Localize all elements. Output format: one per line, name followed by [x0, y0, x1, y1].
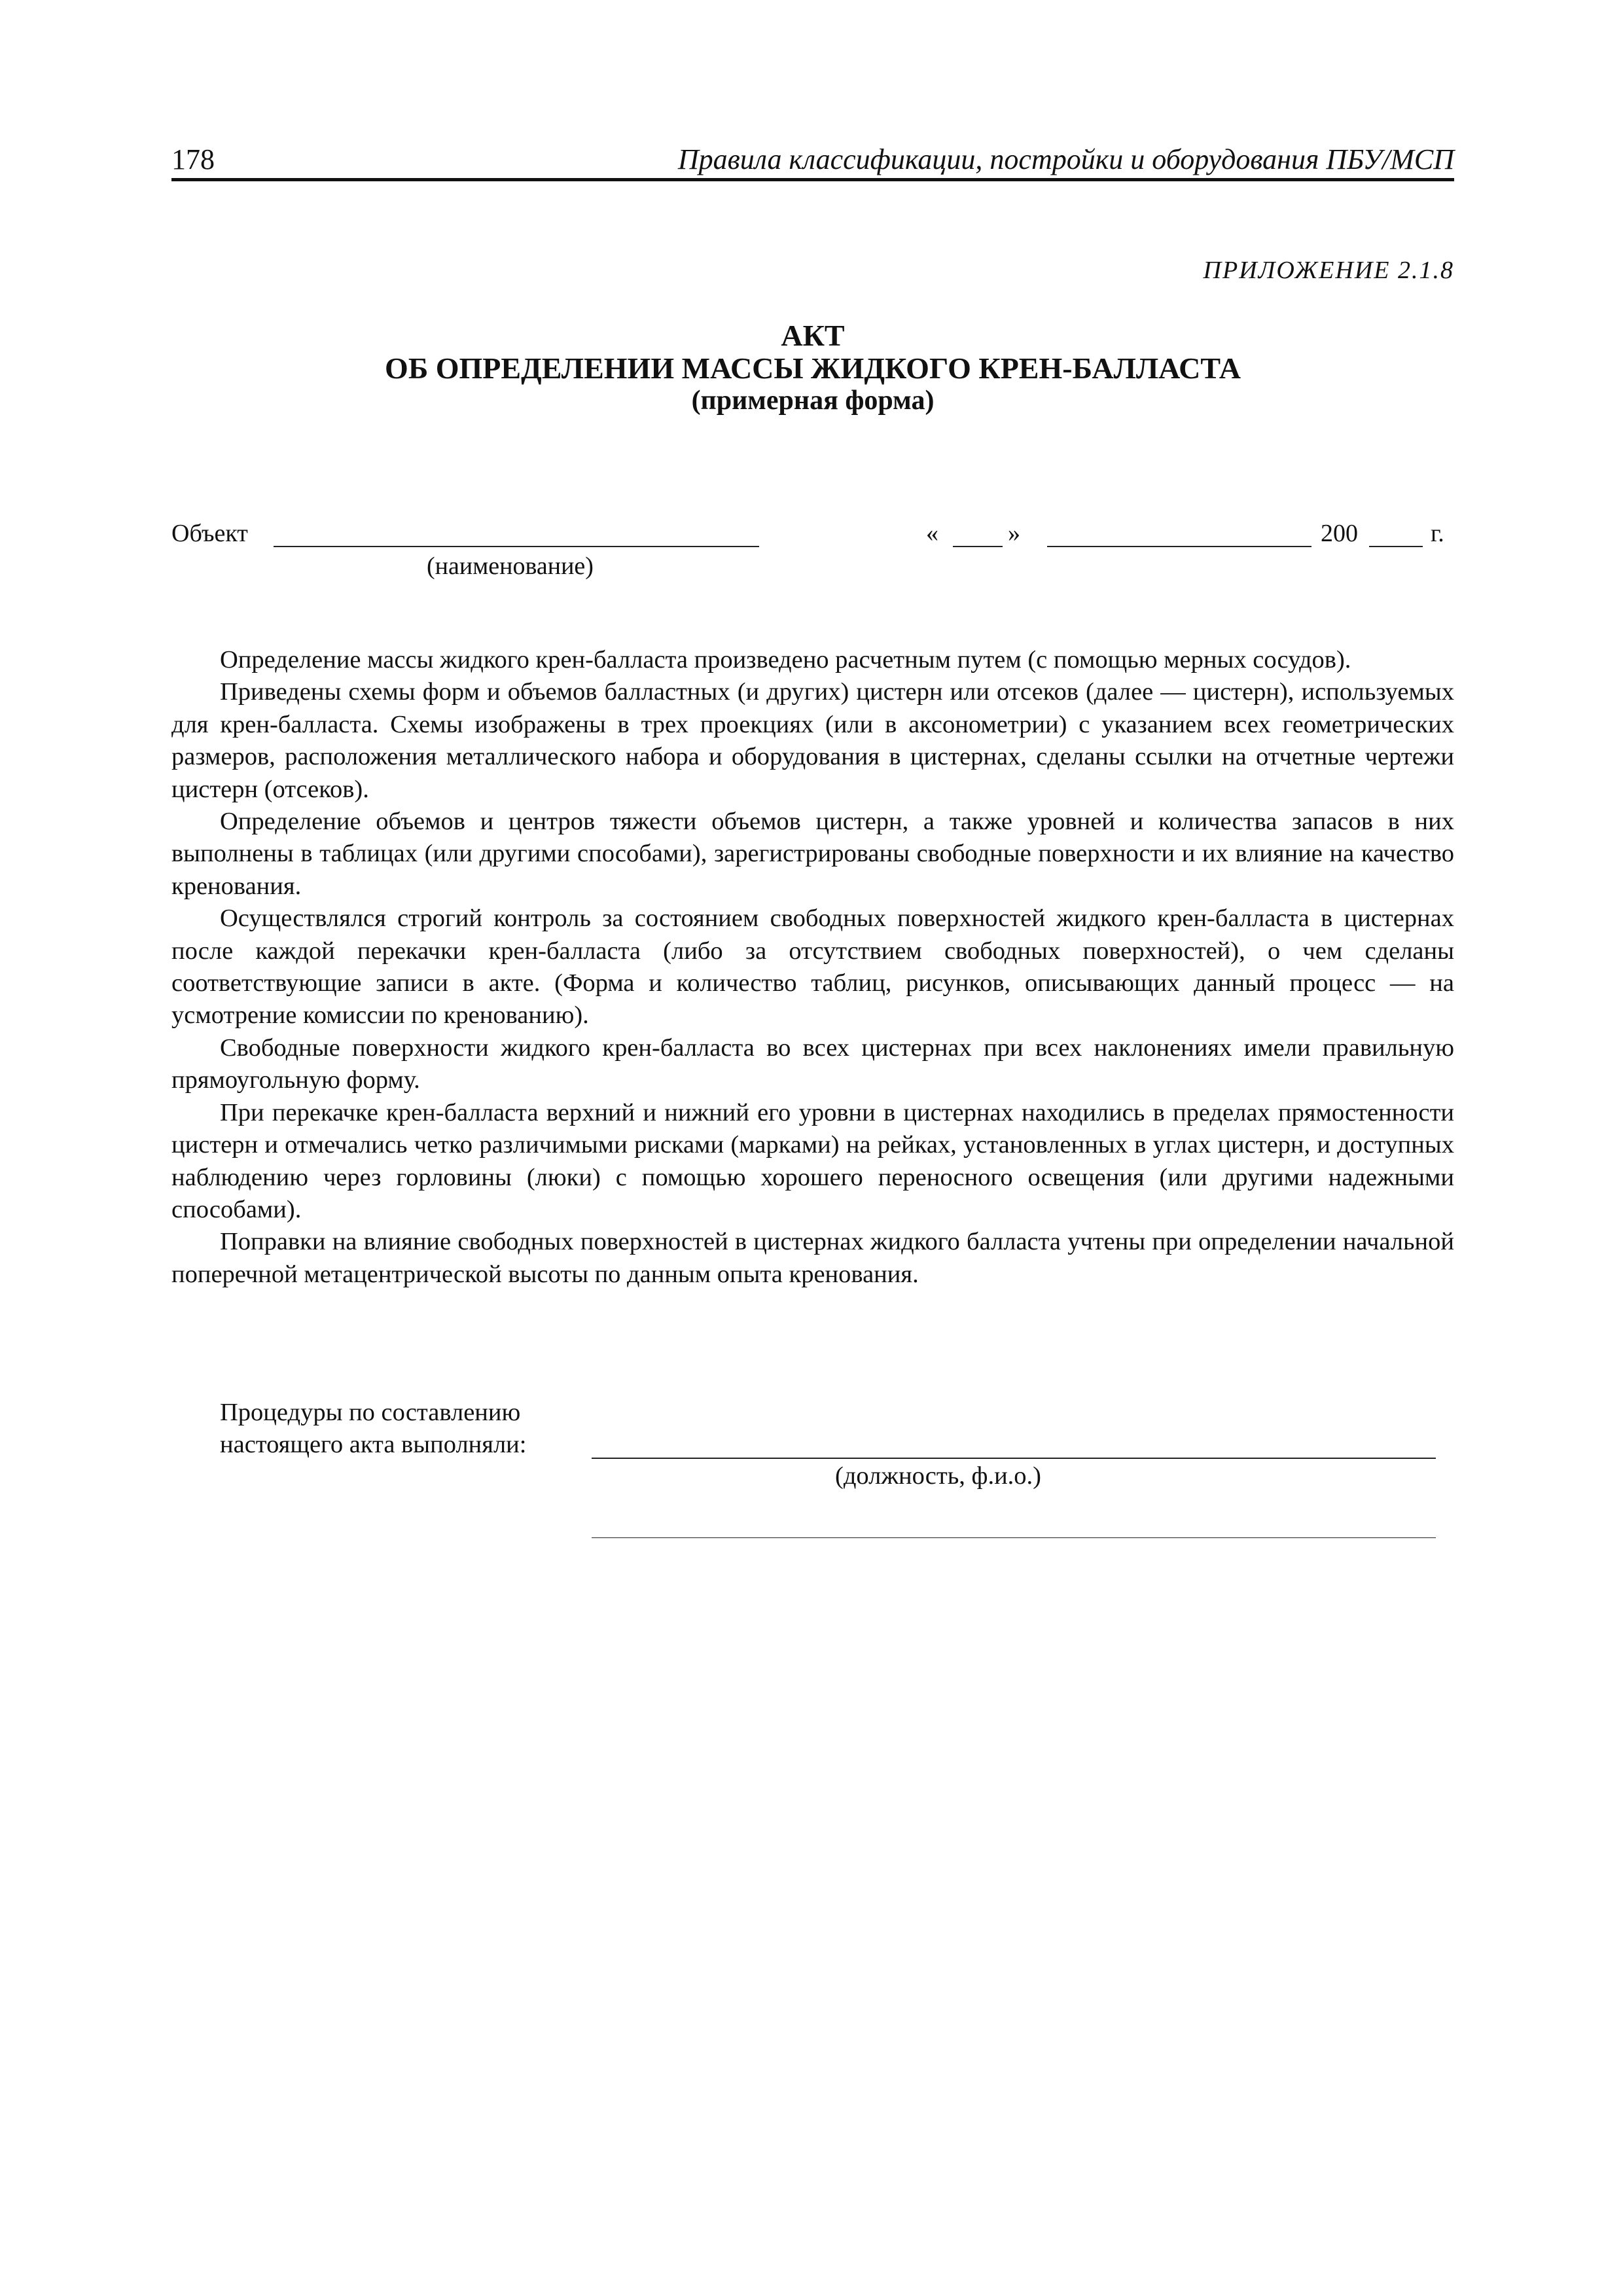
signature-block — [220, 1397, 527, 1462]
paragraph: Приведены схемы форм и объемов балластных (и других) цистерн или отсеков (далее — цистерн), используемых для крен-балласта. Схемы изображены в трех проекциях (или в аксонометрии) с указанием всех геометрических размеров, расположения металлического набора и оборудования в цистернах, сделаны ссылки на отчетные чертежи цистерн (отсеков). — [171, 678, 1454, 803]
object-label: Объект — [171, 520, 248, 547]
document-title — [171, 319, 1454, 416]
title-line-1: АКТ — [781, 319, 845, 352]
paragraph: Определение массы жидкого крен-балласта произведено расчетным путем (с помощью мерных сосудов). — [220, 646, 1351, 673]
year-field[interactable] — [1369, 546, 1423, 547]
paragraph: Поправки на влияние свободных поверхностей в цистернах жидкого балласта учтены при определении начальной поперечной метацентрической высоты по данным опыта кренования. — [171, 1228, 1454, 1288]
day-field[interactable] — [953, 546, 1003, 547]
object-caption: (наименование) — [427, 552, 594, 580]
title-subtitle: (примерная форма) — [691, 386, 935, 416]
header-rule — [171, 178, 1454, 181]
paragraph: Определение объемов и центров тяжести объемов цистерн, а также уровней и количества запасов в них выполнены в таблицах (или другими способами), зарегистрированы свободные поверхности и их влияние на качество кренования. — [171, 808, 1454, 900]
quote-open: « — [926, 520, 938, 547]
title-line-2: ОБ ОПРЕДЕЛЕНИИ МАССЫ ЖИДКОГО КРЕН-БАЛЛАСТА — [385, 351, 1241, 385]
signature-line-2: настоящего акта выполняли: — [220, 1431, 527, 1459]
signature-field-1[interactable] — [592, 1458, 1436, 1459]
year-suffix: г. — [1431, 520, 1444, 547]
page-number: 178 — [171, 143, 215, 175]
month-field[interactable] — [1047, 546, 1311, 547]
appendix-label: ПРИЛОЖЕНИЕ 2.1.8 — [1203, 257, 1454, 284]
signature-caption: (должность, ф.и.о.) — [835, 1462, 1041, 1490]
quote-close: » — [1008, 520, 1020, 547]
body-text — [171, 644, 1454, 1291]
paragraph: При перекачке крен-балласта верхний и нижний его уровни в цистернах находились в пределах прямостенности цистерн и отмечались четко различимыми рисками (марками) на рейках, установленных в углах цистерн, и доступных наблюдению через горловины (люки) с помощью хорошего переносного освещения (или другими надежными способами). — [171, 1098, 1454, 1223]
object-row — [171, 519, 1454, 552]
signature-field-2[interactable] — [592, 1537, 1436, 1538]
paragraph: Осуществлялся строгий контроль за состоянием свободных поверхностей жидкого крен-балласта в цистернах после каждой перекачки крен-балласта (либо за отсутствием свободных поверхностей), о чем сделаны соответствующие записи в акте. (Форма и количество таблиц, рисунков, описывающих данный процесс — на усмотрение комиссии по кренованию). — [171, 905, 1454, 1030]
running-title: Правила классификации, постройки и оборудования ПБУ/МСП — [677, 143, 1454, 175]
signature-line-1: Процедуры по составлению — [220, 1399, 521, 1426]
object-name-field[interactable] — [274, 546, 759, 547]
year-prefix: 200 — [1321, 520, 1358, 547]
paragraph: Свободные поверхности жидкого крен-балласта во всех цистернах при всех наклонениях имели правильную прямоугольную форму. — [171, 1033, 1454, 1094]
